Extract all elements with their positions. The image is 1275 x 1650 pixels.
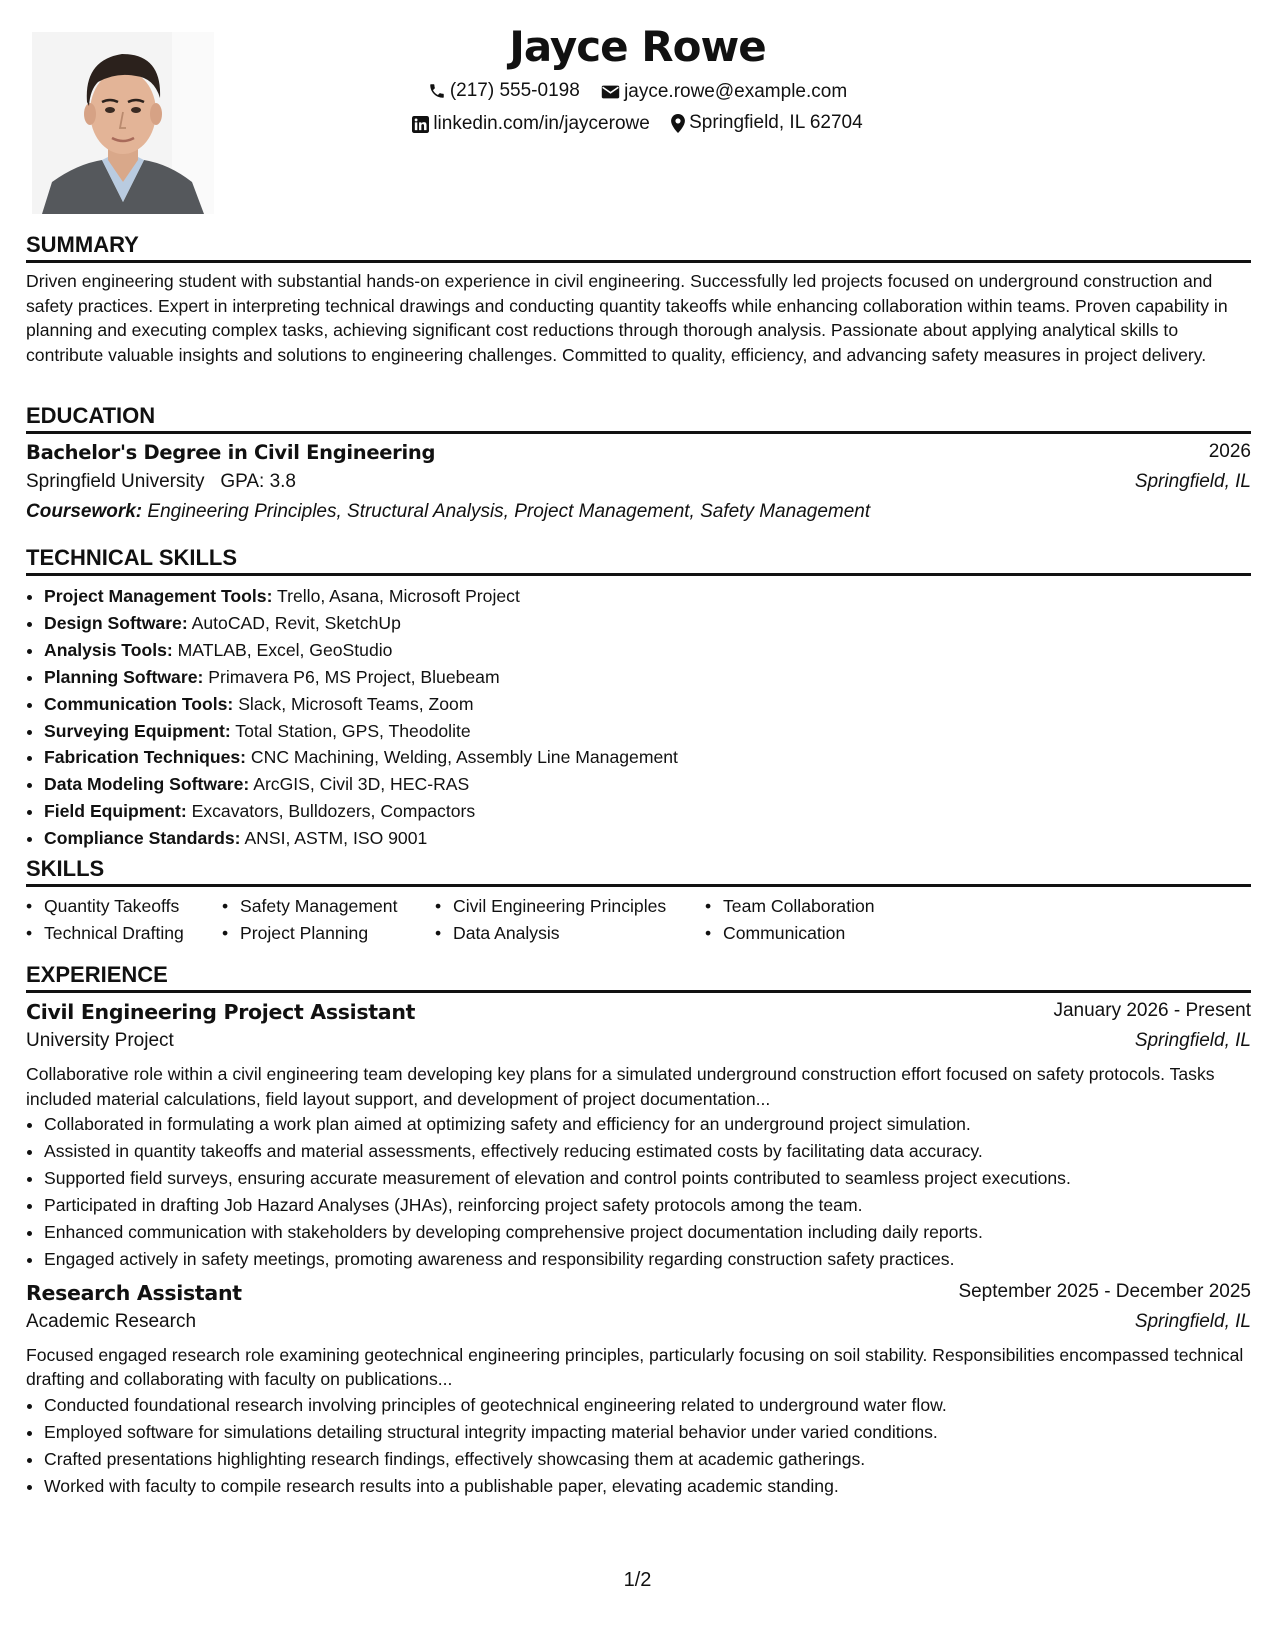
coursework-row xyxy=(26,501,1251,531)
skill-item: • Quantity Takeoffs xyxy=(26,893,222,920)
location-text: Springfield, IL 62704 xyxy=(689,112,863,133)
list-item: • Surveying Equipment: Total Station, GPS, Theodolite xyxy=(44,718,1251,745)
location-item xyxy=(671,112,863,134)
skills-grid xyxy=(26,893,1251,947)
list-item: • Project Management Tools: Trello, Asana, Microsoft Project xyxy=(44,583,1251,610)
job-bullets xyxy=(26,1392,1251,1500)
skill-item: • Data Analysis xyxy=(435,920,705,947)
linkedin-text: linkedin.com/in/jaycerowe xyxy=(433,113,650,134)
list-item: • Enhanced communication with stakeholders by developing comprehensive project documentation including daily reports. xyxy=(44,1219,1251,1246)
skill-item: • Technical Drafting xyxy=(26,920,222,947)
list-item: • Engaged actively in safety meetings, promoting awareness and responsibility regarding construction safety practices. xyxy=(44,1246,1251,1273)
list-item: • Fabrication Techniques: CNC Machining, Welding, Assembly Line Management xyxy=(44,744,1251,771)
coursework-label: Coursework: xyxy=(26,501,143,522)
job-location: Springfield, IL xyxy=(1134,1030,1251,1051)
job-org-row xyxy=(26,1030,1251,1060)
list-item: • Design Software: AutoCAD, Revit, SketchUp xyxy=(44,610,1251,637)
section-title-skills: SKILLS xyxy=(26,856,1251,887)
job-title: Civil Engineering Project Assistant xyxy=(26,1000,416,1024)
school-name: Springfield University xyxy=(26,471,205,492)
skill-item: • Safety Management xyxy=(222,893,435,920)
candidate-name: Jayce Rowe xyxy=(509,22,766,71)
job-description: Focused engaged research role examining geotechnical engineering principles, particularly focusing on soil stability. Responsibilities encompassed technical drafting and collaborating with faculty on publications... xyxy=(26,1344,1244,1390)
job-dates: January 2026 - Present xyxy=(1053,1000,1251,1021)
list-item: • Analysis Tools: MATLAB, Excel, GeoStudio xyxy=(44,637,1251,664)
skill-item: • Project Planning xyxy=(222,920,435,947)
job-org-row xyxy=(26,1311,1251,1341)
summary-text: Driven engineering student with substantial hands-on experience in civil engineering. Successfully led projects focused on underground construction and safety practices. Expert in interpreting technical drawings and conducting quantity takeoffs while enhancing collaboration within teams. Proven capability in planning and executing complex tasks, achieving significant cost reductions through thorough analysis. Passionate about applying analytical skills to contribute valuable insights and solutions to engineering challenges. Committed to quality, efficiency, and advancing safety measures in project delivery. xyxy=(26,271,1228,365)
linkedin-item[interactable] xyxy=(412,113,650,135)
skill-item: • Communication xyxy=(705,920,1005,947)
list-item: • Planning Software: Primavera P6, MS Project, Bluebeam xyxy=(44,664,1251,691)
list-item: • Field Equipment: Excavators, Bulldozers, Compactors xyxy=(44,798,1251,825)
experience-section xyxy=(26,962,1251,1499)
linkedin-icon xyxy=(412,116,429,133)
gpa: GPA: 3.8 xyxy=(220,471,296,492)
section-title-technical-skills: TECHNICAL SKILLS xyxy=(26,545,1251,576)
job-title-row xyxy=(26,1281,1251,1311)
list-item: • Worked with faculty to compile research results into a publishable paper, elevating academic standing. xyxy=(44,1473,1251,1500)
skill-item: • Team Collaboration xyxy=(705,893,1005,920)
job-entry xyxy=(26,1000,1251,1273)
list-item: • Collaborated in formulating a work plan aimed at optimizing safety and efficiency for an underground project simulation. xyxy=(44,1111,1251,1138)
job-location: Springfield, IL xyxy=(1134,1310,1251,1332)
job-bullets xyxy=(26,1111,1251,1272)
list-item: • Data Modeling Software: ArcGIS, Civil 3D, HEC-RAS xyxy=(44,771,1251,798)
job-org: University Project xyxy=(26,1030,174,1051)
map-pin-icon xyxy=(671,114,685,133)
list-item: • Assisted in quantity takeoffs and material assessments, effectively reducing estimated costs by facilitating data accuracy. xyxy=(44,1138,1251,1165)
contact-line-2 xyxy=(0,112,1275,139)
education-section xyxy=(26,403,1251,531)
degree-name: Bachelor's Degree in Civil Engineering xyxy=(26,441,436,464)
list-item: • Supported field surveys, ensuring accurate measurement of elevation and control points contributed to seamless project executions. xyxy=(44,1165,1251,1192)
phone-text: (217) 555-0198 xyxy=(449,80,580,101)
job-title-row xyxy=(26,1000,1251,1030)
phone-item[interactable] xyxy=(428,80,580,102)
phone-icon xyxy=(428,82,446,100)
page-number: 1/2 xyxy=(623,1569,652,1591)
job-org: Academic Research xyxy=(26,1310,197,1332)
job-entry xyxy=(26,1281,1251,1500)
skill-item: • Civil Engineering Principles xyxy=(435,893,705,920)
coursework-line xyxy=(26,501,870,523)
list-item: • Compliance Standards: ANSI, ASTM, ISO 9001 xyxy=(44,825,1251,852)
email-item[interactable] xyxy=(601,81,847,103)
contact-line-1 xyxy=(0,80,1275,106)
summary-section xyxy=(26,232,1251,367)
degree-row xyxy=(26,441,1251,471)
list-item: • Conducted foundational research involving principles of geotechnical engineering related to underground water flow. xyxy=(44,1392,1251,1419)
coursework-list: Engineering Principles, Structural Analysis, Project Management, Safety Management xyxy=(147,501,871,522)
job-title: Research Assistant xyxy=(26,1280,242,1305)
section-title-experience: EXPERIENCE xyxy=(26,962,1251,993)
email-text: jayce.rowe@example.com xyxy=(624,81,848,102)
skills-section xyxy=(26,856,1251,947)
list-item: • Participated in drafting Job Hazard Analyses (JHAs), reinforcing project safety protocols among the team. xyxy=(44,1192,1251,1219)
school-location: Springfield, IL xyxy=(1134,471,1251,492)
list-item: • Crafted presentations highlighting research findings, effectively showcasing them at academic gatherings. xyxy=(44,1446,1251,1473)
list-item: • Employed software for simulations detailing structural integrity impacting material behavior under varied conditions. xyxy=(44,1419,1251,1446)
section-title-education: EDUCATION xyxy=(26,403,1251,434)
list-item: • Communication Tools: Slack, Microsoft Teams, Zoom xyxy=(44,691,1251,718)
technical-skills-list xyxy=(26,583,1251,852)
school-info xyxy=(26,471,296,493)
envelope-icon xyxy=(601,84,620,100)
section-title-summary: SUMMARY xyxy=(26,232,1251,263)
graduation-year: 2026 xyxy=(1208,441,1251,462)
job-dates: September 2025 - December 2025 xyxy=(958,1280,1251,1302)
technical-skills-section xyxy=(26,545,1251,852)
job-description: Collaborative role within a civil engineering team developing key plans for a simulated underground construction effort focused on safety protocols. Tasks included material calculations, field layout support, and development of project documentation... xyxy=(26,1064,1215,1109)
school-row xyxy=(26,471,1251,501)
